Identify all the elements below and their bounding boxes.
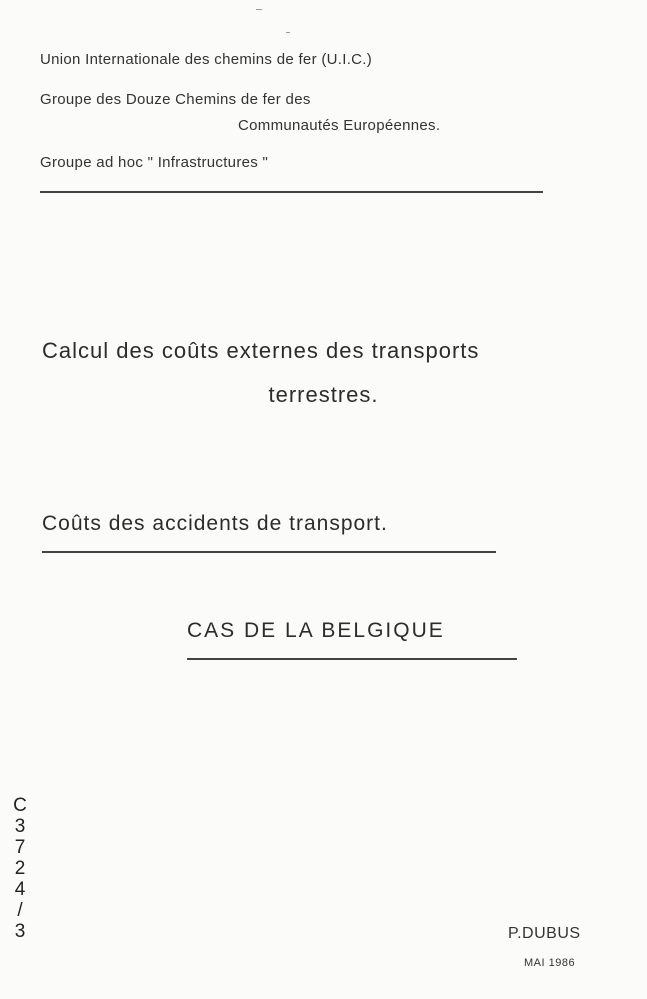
document-title-line-2: terrestres. [268, 382, 379, 407]
archive-code-char: C [13, 795, 27, 816]
organization-line: Union Internationale des chemins de fer (U.I.C.) [40, 51, 373, 68]
subtitle-underline [42, 551, 496, 553]
publication-date: MAI 1986 [524, 957, 576, 969]
archive-code-char: 2 [14, 858, 26, 879]
case-underline [187, 658, 517, 660]
case-label: CAS DE LA BELGIQUE [187, 619, 445, 642]
document-subtitle: Coûts des accidents de transport. [42, 512, 388, 535]
adhoc-group-line: Groupe ad hoc " Infrastructures " [40, 154, 269, 171]
header-divider [40, 191, 543, 193]
author-name: P.DUBUS [508, 925, 581, 942]
archive-code [12, 795, 28, 942]
scan-speck [256, 9, 262, 10]
archive-code-char: / [17, 900, 23, 921]
archive-code-char: 4 [14, 879, 26, 900]
document-title-line-1: Calcul des coûts externes des transports [42, 338, 480, 363]
archive-code-char: 3 [14, 816, 26, 837]
archive-code-char: 7 [14, 837, 26, 858]
archive-code-char: 3 [14, 921, 26, 942]
group-line: Groupe des Douze Chemins de fer des [40, 91, 311, 108]
group-line-continued: Communautés Européennes. [238, 117, 441, 134]
scan-speck [286, 32, 290, 33]
